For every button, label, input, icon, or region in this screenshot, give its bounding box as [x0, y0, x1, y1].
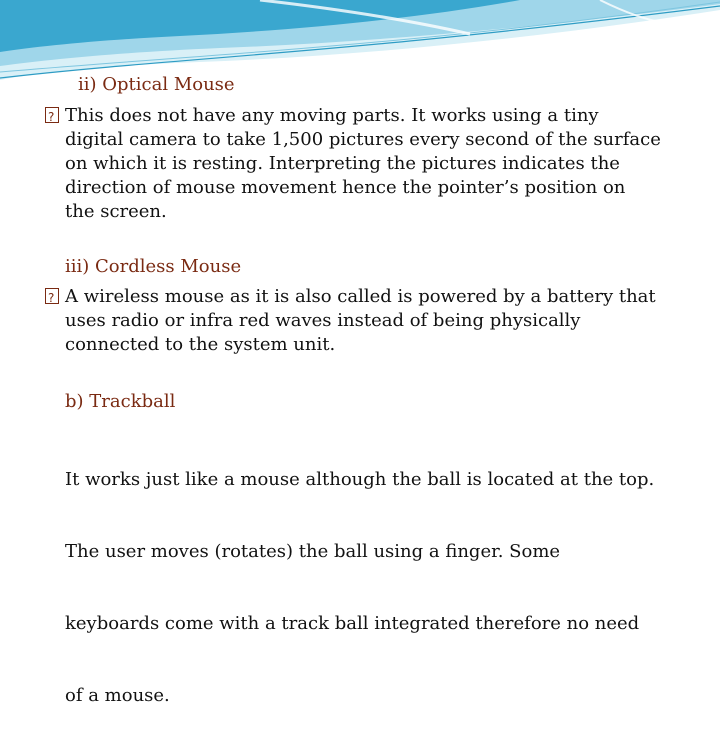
bullet-icon [45, 107, 59, 123]
section-body-trackball [65, 420, 690, 756]
section-heading-cordless-mouse: iii) Cordless Mouse [65, 256, 242, 277]
bullet-icon [45, 288, 59, 304]
body-line: digital camera to take 1,500 pictures every second of the surface [65, 129, 661, 150]
section-heading-optical-mouse: ii) Optical Mouse [78, 74, 235, 95]
body-line: The user moves (rotates) the ball using a finger. Some [65, 541, 561, 562]
body-line: connected to the system unit. [65, 334, 336, 355]
body-line: This does not have any moving parts. It works using a tiny [65, 105, 599, 126]
body-line: the screen. [65, 201, 167, 222]
section-heading-trackball: b) Trackball [65, 391, 176, 412]
body-line: A wireless mouse as it is also called is powered by a battery that [65, 286, 656, 307]
body-line: direction of mouse movement hence the pointer’s position on [65, 177, 626, 198]
body-line: on which it is resting. Interpreting the pictures indicates the [65, 153, 620, 174]
body-line: uses radio or infra red waves instead of being physically [65, 310, 581, 331]
body-line: of a mouse. [65, 685, 170, 706]
body-line: keyboards come with a track ball integrated therefore no need [65, 613, 640, 634]
section-body-optical-mouse [65, 104, 690, 224]
body-line: It works just like a mouse although the ball is located at the top. [65, 469, 655, 490]
section-body-cordless-mouse [65, 285, 690, 357]
